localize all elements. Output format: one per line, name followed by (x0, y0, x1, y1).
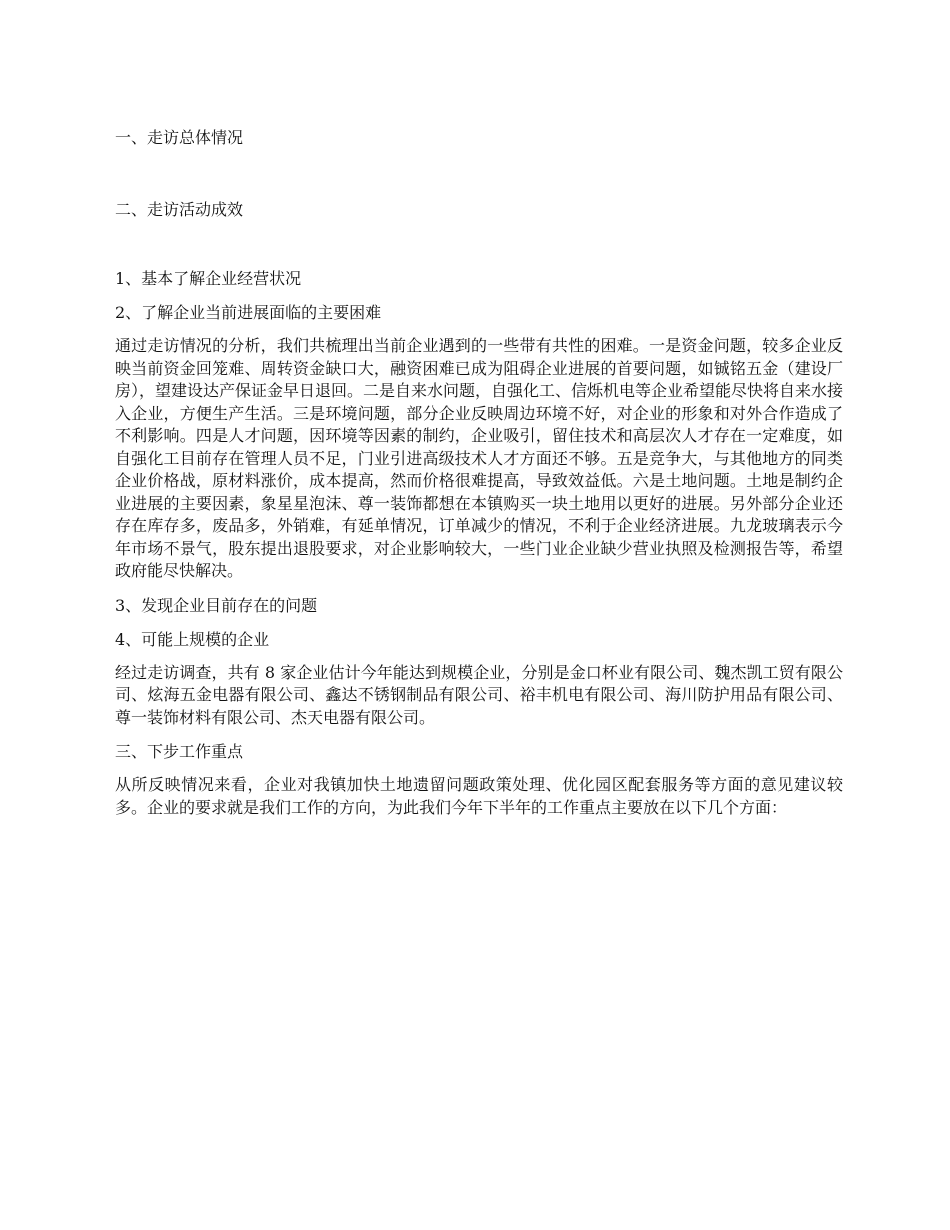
item2-body: 通过走访情况的分析，我们共梳理出当前企业遇到的一些带有共性的困难。一是资金问题，较多企业反映当前资金回笼难、周转资金缺口大，融资困难已成为阻碍企业进展的首要问题，如铖铭五金（建设厂房），望建设达产保证金早日退回。二是自来水问题，自强化工、信烁机电等企业希望能尽快将自来水接入企业，方便生产生活。三是环境问题，部分企业反映周边环境不好，对企业的形象和对外合作造成了不利影响。四是人才问题，因环境等因素的制约，企业吸引，留住技术和高层次人才存在一定难度，如自强化工目前存在管理人员不足，门业引进高级技术人才方面还不够。五是竞争大，与其他地方的同类企业价格战，原材料涨价，成本提高，然而价格很难提高，导致效益低。六是土地问题。土地是制约企业进展的主要因素，象星星泡沫、尊一装饰都想在本镇购买一块土地用以更好的进展。另外部分企业还存在库存多，废品多，外销难，有延单情况，订单减少的情况，不利于企业经济进展。九龙玻璃表示今年市场不景气，股东提出退股要求，对企业影响较大，一些门业企业缺少营业执照及检测报告等，希望政府能尽快解决。 (115, 336, 844, 580)
item3-heading: 3、发现企业目前存在的问题 (115, 595, 318, 615)
item1-heading: 1、基本了解企业经营状况 (115, 269, 302, 288)
item4-heading: 4、可能上规模的企业 (115, 629, 270, 649)
document-page (115, 122, 843, 819)
section1-heading: 一、走访总体情况 (115, 128, 244, 147)
section3-heading: 三、下步工作重点 (115, 742, 244, 761)
section3-body: 从所反映情况来看，企业对我镇加快土地遗留问题政策处理、优化园区配套服务等方面的意见建议较多。企业的要求就是我们工作的方向，为此我们今年下半年的工作重点主要放在以下几个方面： (115, 775, 843, 817)
item4-body: 经过走访调查，共有 8 家企业估计今年能达到规模企业，分别是金口杯业有限公司、魏杰凯工贸有限公司、炫海五金电器有限公司、鑫达不锈钢制品有限公司、裕丰机电有限公司、海川防护用品有限公司、尊一装饰材料有限公司、杰天电器有限公司。 (115, 662, 843, 727)
section2-heading: 二、走访活动成效 (115, 200, 244, 219)
item2-heading: 2、了解企业当前进展面临的主要困难 (115, 303, 382, 322)
